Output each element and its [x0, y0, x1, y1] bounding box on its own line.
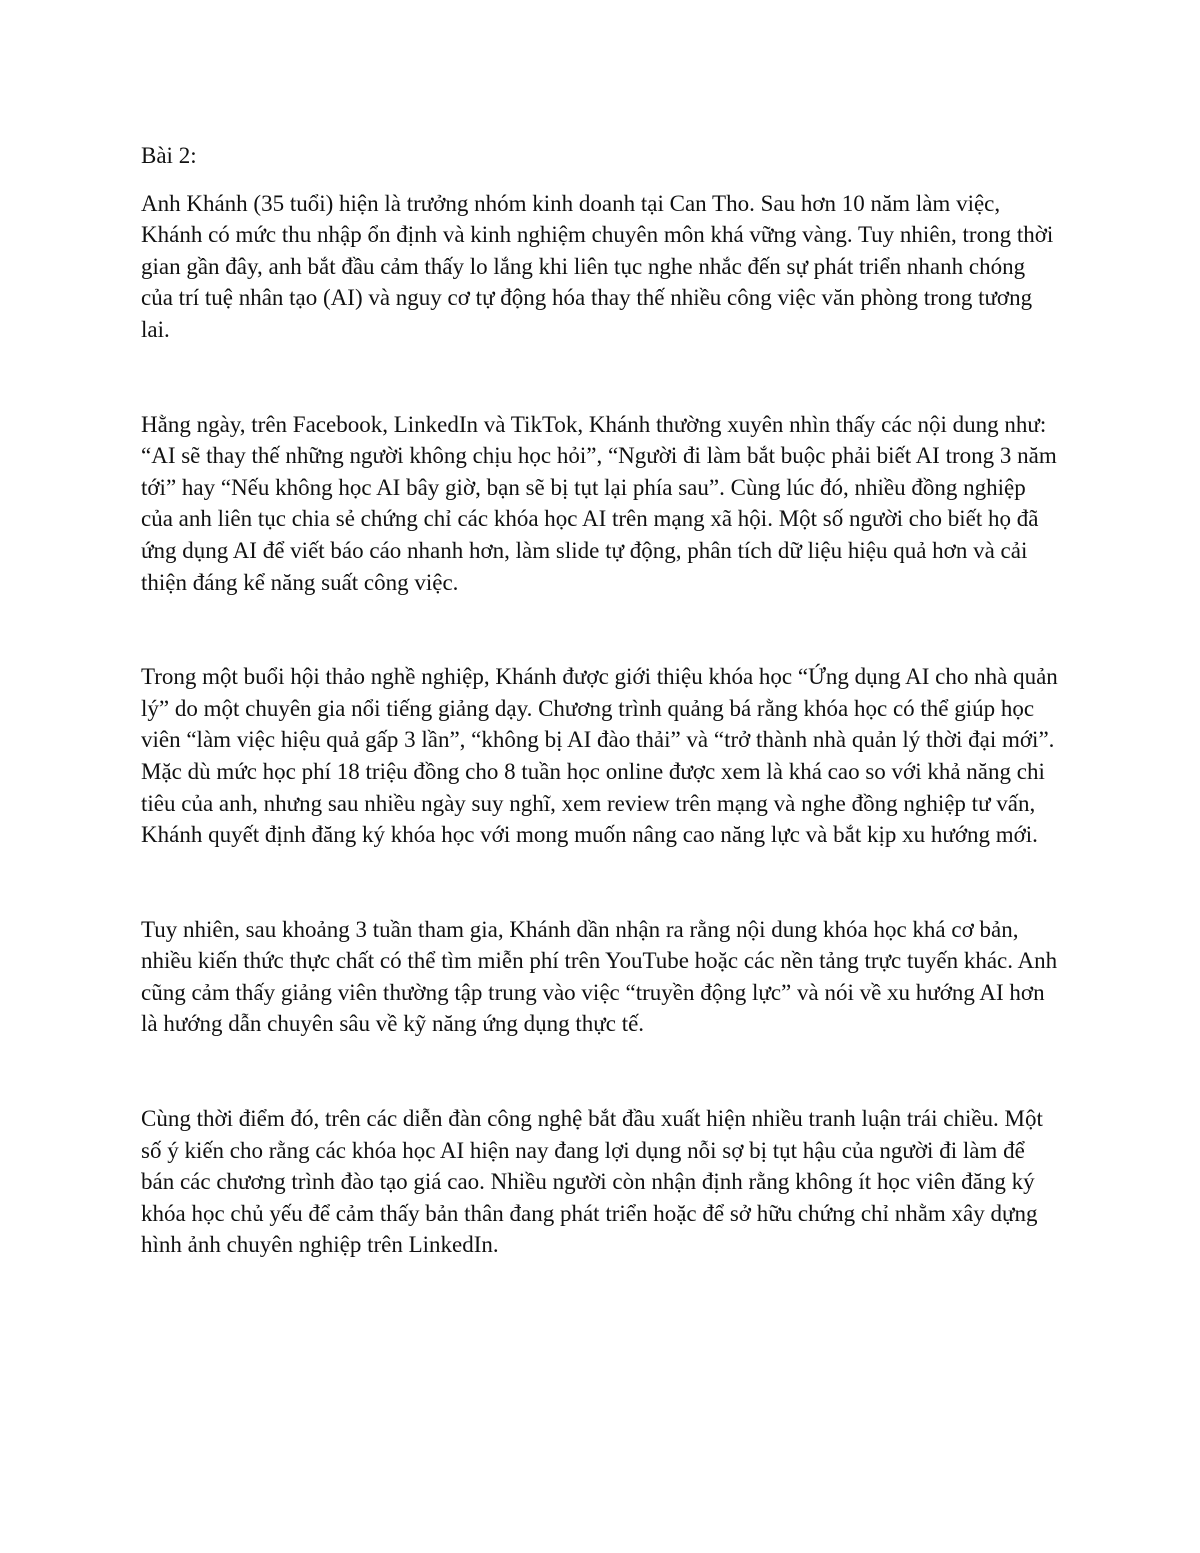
paragraph-2: Hằng ngày, trên Facebook, LinkedIn và TikTok, Khánh thường xuyên nhìn thấy các nội dung như: “AI sẽ thay thế những người không chịu học hỏi”, “Người đi làm bắt buộc phải biết AI trong 3 năm tới” hay “Nếu không học AI bây giờ, bạn sẽ bị tụt lại phía sau”. Cùng lúc đó, nhiều đồng nghiệp của anh liên tục chia sẻ chứng chỉ các khóa học AI trên mạng xã hội. Một số người cho biết họ đã ứng dụng AI để viết báo cáo nhanh hơn, làm slide tự động, phân tích dữ liệu hiệu quả hơn và cải thiện đáng kể năng suất công việc. [141, 411, 1057, 595]
paragraph-1: Anh Khánh (35 tuổi) hiện là trưởng nhóm kinh doanh tại Can Tho. Sau hơn 10 năm làm việc, Khánh có mức thu nhập ổn định và kinh nghiệm chuyên môn khá vững vàng. Tuy nhiên, trong thời gian gần đây, anh bắt đầu cảm thấy lo lắng khi liên tục nghe nhắc đến sự phát triển nhanh chóng của trí tuệ nhân tạo (AI) và nguy cơ tự động hóa thay thế nhiều công việc văn phòng trong tương lai. [141, 190, 1054, 342]
exercise-heading: Bài 2: [141, 143, 197, 168]
paragraph-spacer [141, 346, 1061, 409]
document-body [141, 140, 1061, 1261]
paragraph-3: Trong một buổi hội thảo nghề nghiệp, Khánh được giới thiệu khóa học “Ứng dụng AI cho nhà quản lý” do một chuyên gia nổi tiếng giảng dạy. Chương trình quảng bá rằng khóa học có thể giúp học viên “làm việc hiệu quả gấp 3 lần”, “không bị AI đào thải” và “trở thành nhà quản lý thời đại mới”. Mặc dù mức học phí 18 triệu đồng cho 8 tuần học online được xem là khá cao so với khả năng chi tiêu của anh, nhưng sau nhiều ngày suy nghĩ, xem review trên mạng và nghe đồng nghiệp tư vấn, Khánh quyết định đăng ký khóa học với mong muốn nâng cao năng lực và bắt kịp xu hướng mới. [141, 664, 1058, 848]
paragraph-spacer [141, 1040, 1061, 1103]
paragraph-4: Tuy nhiên, sau khoảng 3 tuần tham gia, Khánh dần nhận ra rằng nội dung khóa học khá cơ bản, nhiều kiến thức thực chất có thể tìm miễn phí trên YouTube hoặc các nền tảng trực tuyến khác. Anh cũng cảm thấy giảng viên thường tập trung vào việc “truyền động lực” và nói về xu hướng AI hơn là hướng dẫn chuyên sâu về kỹ năng ứng dụng thực tế. [141, 916, 1058, 1037]
paragraph-spacer [141, 851, 1061, 914]
paragraph-5: Cùng thời điểm đó, trên các diễn đàn công nghệ bắt đầu xuất hiện nhiều tranh luận trái chiều. Một số ý kiến cho rằng các khóa học AI hiện nay đang lợi dụng nỗi sợ bị tụt hậu của người đi làm để bán các chương trình đào tạo giá cao. Nhiều người còn nhận định rằng không ít học viên đăng ký khóa học chủ yếu để cảm thấy bản thân đang phát triển hoặc để sở hữu chứng chỉ nhằm xây dựng hình ảnh chuyên nghiệp trên LinkedIn. [141, 1106, 1043, 1258]
paragraph-spacer [141, 598, 1061, 661]
